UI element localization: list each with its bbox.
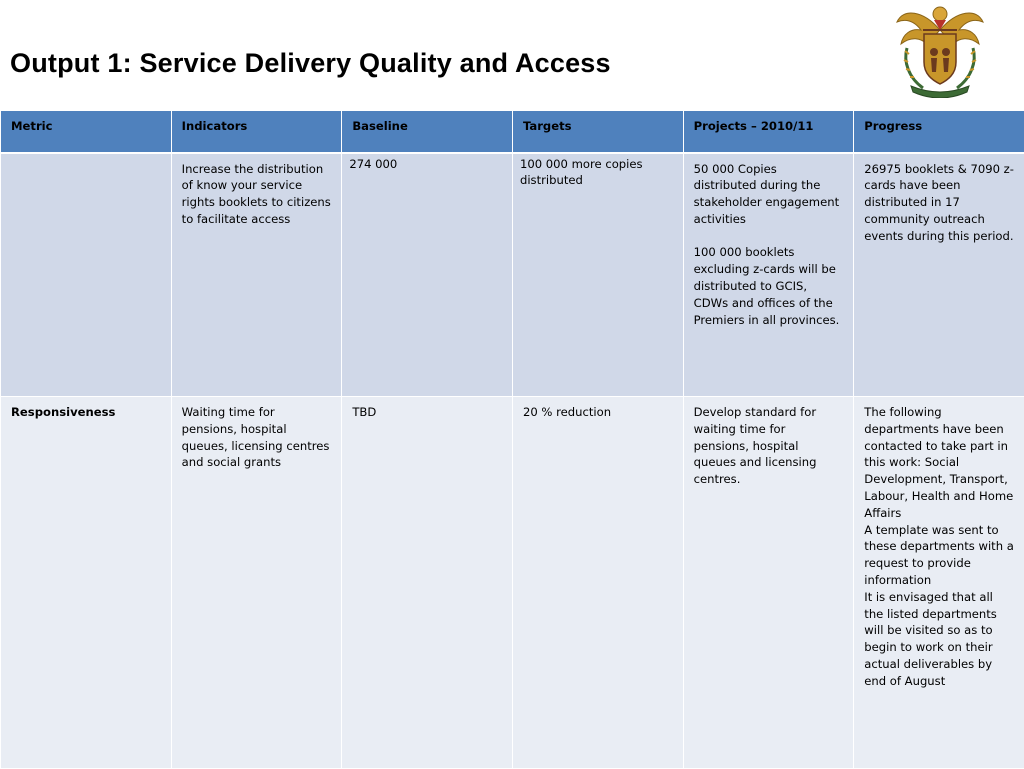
header-indicators: Indicators [171, 111, 342, 153]
cell-progress: 26975 booklets & 7090 z-cards have been distributed in 17 community outreach events during this period. [854, 153, 1024, 397]
cell-progress: The following departments have been contacted to take part in this work: Social Development, Transport, Labour, Health and Home Affairs A template was sent to these departments with a request to provide information It is envisaged that all the listed departments will be visited so as to begin to work on their actual deliverables by end of August [854, 397, 1024, 769]
cell-targets: 100 000 more copies distributed [512, 153, 683, 397]
table-header-row [1, 111, 1024, 153]
header-progress: Progress [854, 111, 1024, 153]
coat-of-arms-icon [893, 0, 987, 98]
cell-baseline: 274 000 [342, 153, 513, 397]
header-baseline: Baseline [342, 111, 513, 153]
cell-metric: Responsiveness [1, 397, 172, 769]
cell-metric [1, 153, 172, 397]
cell-targets: 20 % reduction [512, 397, 683, 769]
service-delivery-table [0, 110, 1024, 769]
header-metric: Metric [1, 111, 172, 153]
cell-projects: 50 000 Copies distributed during the stakeholder engagement activities 100 000 booklets excluding z-cards will be distributed to GCIS, CDWs and offices of the Premiers in all provinces. [683, 153, 854, 397]
cell-baseline: TBD [342, 397, 513, 769]
cell-indicators: Increase the distribution of know your service rights booklets to citizens to facilitate access [171, 153, 342, 397]
page-title: Output 1: Service Delivery Quality and Access [10, 48, 611, 79]
table-row [1, 397, 1024, 769]
header-targets: Targets [512, 111, 683, 153]
cell-projects: Develop standard for waiting time for pensions, hospital queues and licensing centres. [683, 397, 854, 769]
table-row [1, 153, 1024, 397]
header-projects: Projects – 2010/11 [683, 111, 854, 153]
cell-indicators: Waiting time for pensions, hospital queues, licensing centres and social grants [171, 397, 342, 769]
